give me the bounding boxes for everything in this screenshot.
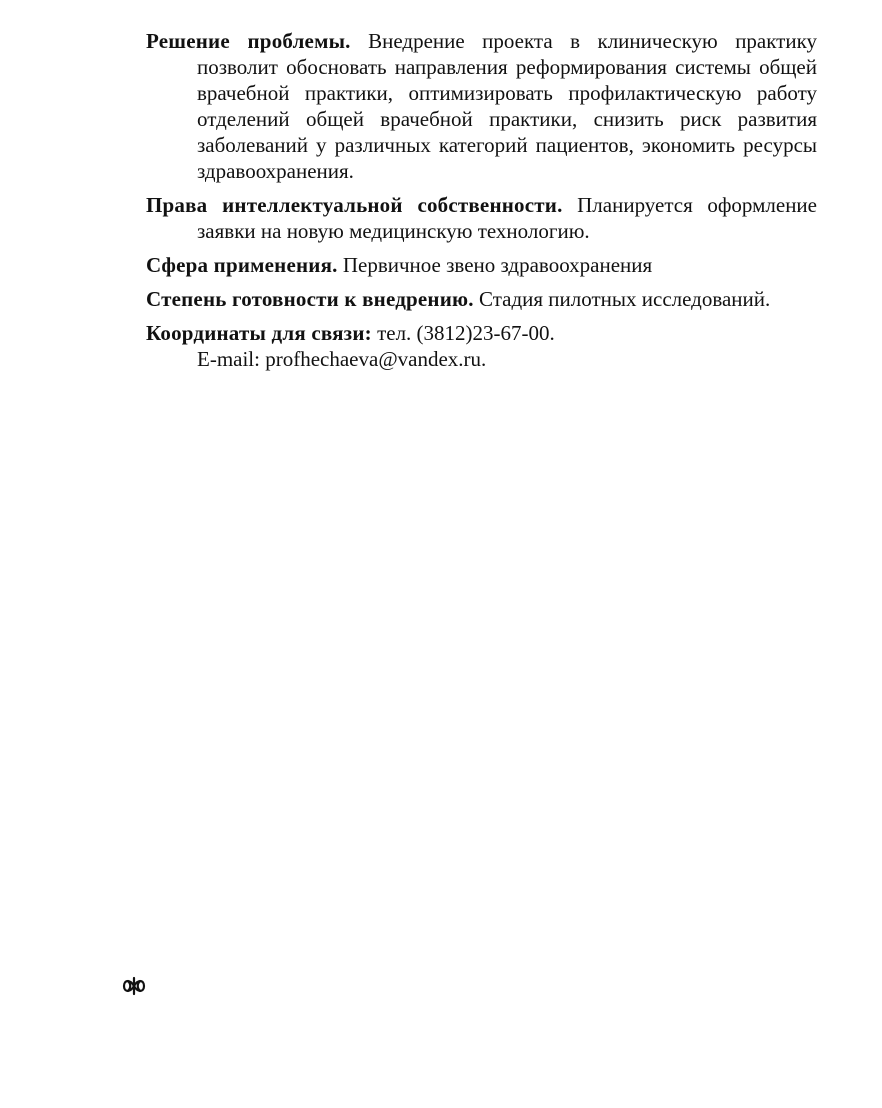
contact-email: E-mail: profhechaeva@vandex.ru. [197,347,487,371]
entry-heading: Права интеллектуальной собственности. [146,193,563,217]
entry-contacts [146,320,817,372]
entry-text: Внедрение проекта в клиническую практику позволит обосновать направления реформирования системы общей врачебной практики, оптимизировать профилактическую работу отделений общей врачебной практики, снизить риск развития заболеваний у различных категорий пациентов, экономить ресурсы здравоохранения. [197,29,817,183]
entry-text: Стадия пилотных исследований. [478,287,771,311]
entry-heading: Координаты для связи: [146,321,372,345]
entry-text: Планируется оформление заявки на новую медицинскую технологию. [197,193,817,243]
entry-text: Первичное звено здравоохранения [342,253,653,277]
entry-heading: Решение проблемы. [146,29,351,53]
entry-readiness [146,286,817,312]
entry-application-area [146,252,817,278]
contact-phone: тел. (3812)23-67-00. [377,321,555,345]
entry-intellectual-property [146,192,817,244]
decorative-ornament-icon [120,976,148,996]
document-page [146,28,817,380]
entry-problem-solution [146,28,817,184]
entry-heading: Сфера применения. [146,253,338,277]
entry-heading: Степень готовности к внедрению. [146,287,474,311]
